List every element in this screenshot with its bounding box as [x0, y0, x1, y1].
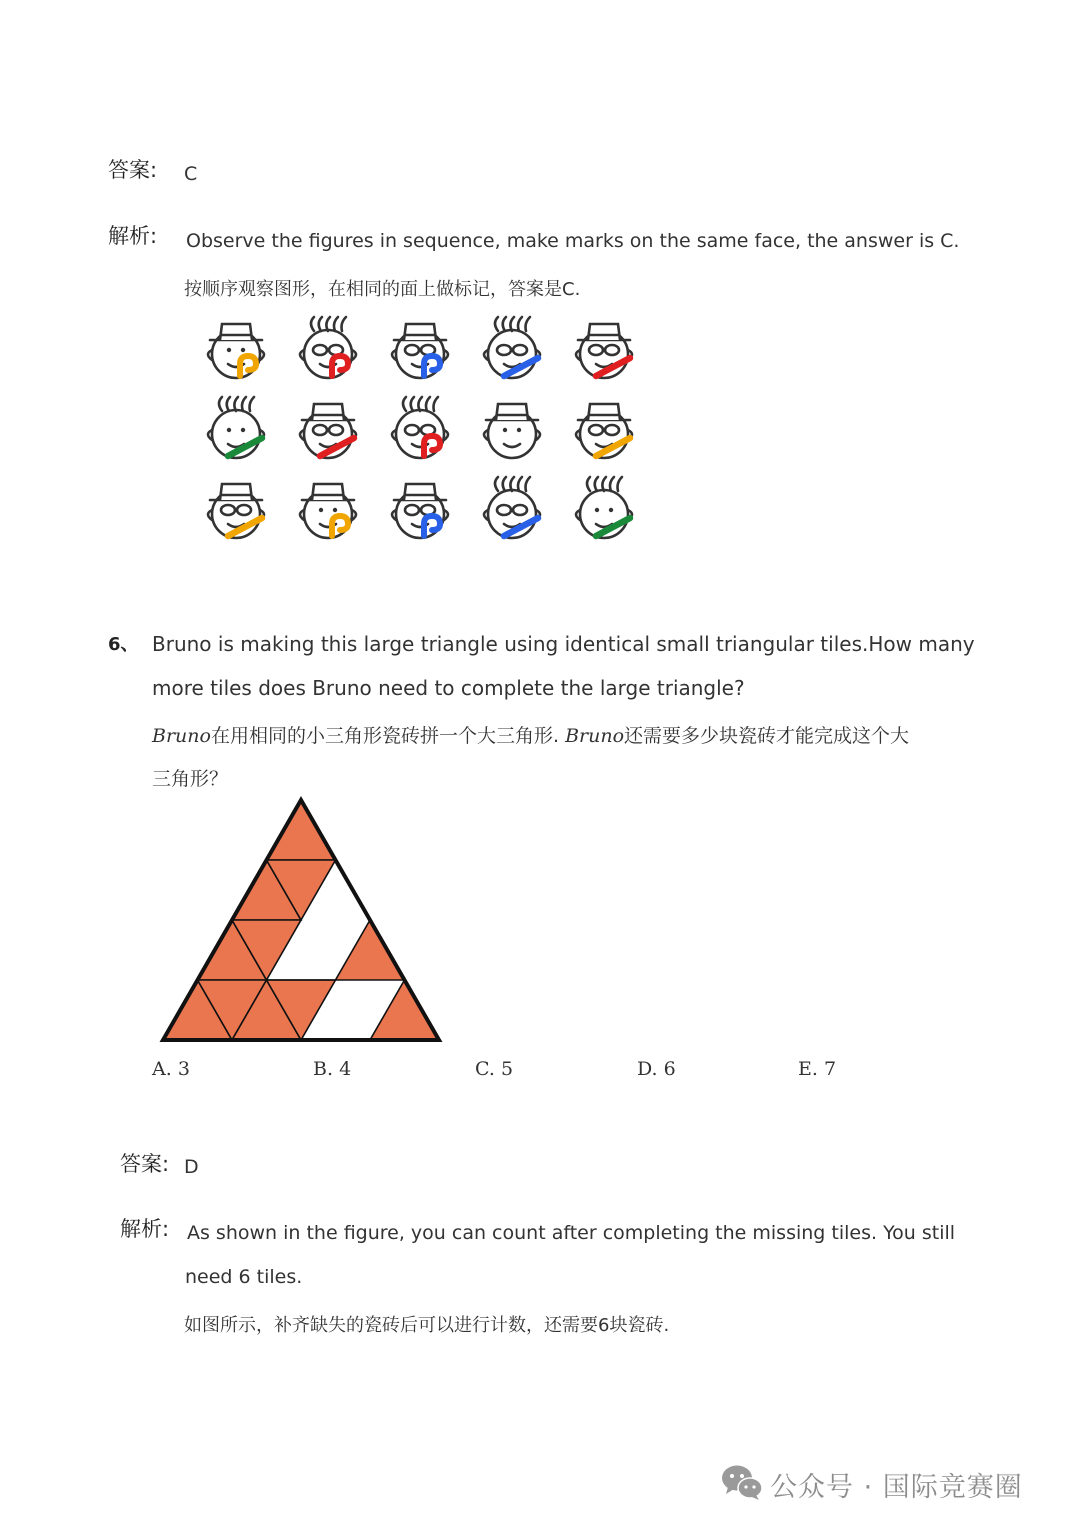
option-a-letter: A. [152, 1058, 172, 1080]
q6-text-zh-line1 [152, 721, 909, 748]
q6-name-1: Bruno [152, 725, 211, 747]
tile-1 [267, 800, 336, 860]
face-r3-c4 [484, 477, 540, 538]
face-r2-c5 [576, 404, 632, 458]
face-r1-c2 [300, 317, 356, 378]
option-c-letter: C. [475, 1058, 495, 1080]
q6-zh-part1: 在用相同的小三角形瓷砖拼一个大三角形. [210, 725, 566, 747]
option-b-letter: B. [313, 1058, 334, 1080]
tile-11 [370, 980, 439, 1040]
q6-text-zh-line2: 三角形？ [152, 768, 229, 790]
q5-analysis-label: 解析: [108, 224, 158, 248]
face-r1-c1 [208, 324, 264, 378]
option-e-letter: E. [798, 1058, 818, 1080]
option-a-value: 3 [177, 1058, 190, 1080]
q6-name-2: Bruno [565, 725, 625, 747]
q5-answer-value: C [184, 163, 198, 185]
q6-answer-value: D [184, 1156, 199, 1178]
face-r2-c4 [484, 404, 540, 458]
option-e[interactable] [798, 1058, 836, 1080]
q6-analysis-zh: 如图所示，补齐缺失的瓷砖后可以进行计数，还需要6块瓷砖. [184, 1315, 670, 1336]
option-b-value: 4 [339, 1058, 352, 1080]
q6-zh-part2: 还需要多少块瓷砖才能完成这个大 [624, 725, 910, 747]
q5-analysis-en: Observe the figures in sequence, make marks on the same face, the answer is C. [186, 230, 960, 252]
face-r1-c3 [392, 324, 448, 378]
q5-analysis-zh: 按顺序观察图形，在相同的面上做标记，答案是C. [184, 279, 581, 300]
face-r2-c1 [208, 397, 264, 458]
q6-number: 6、 [108, 634, 139, 655]
face-r3-c2 [300, 484, 356, 538]
q6-analysis-label: 解析: [120, 1217, 170, 1241]
triangle-figure [155, 795, 450, 1050]
tile-6 [336, 920, 405, 980]
faces-figure [190, 312, 660, 552]
wechat-icon [720, 1462, 764, 1502]
face-r3-c5 [576, 477, 632, 538]
face-r3-c1 [208, 484, 264, 538]
option-e-value: 7 [823, 1058, 837, 1080]
q6-analysis-en-line2: need 6 tiles. [185, 1266, 303, 1288]
option-b[interactable] [313, 1058, 351, 1080]
face-r1-c5 [576, 324, 632, 378]
option-c-value: 5 [500, 1058, 514, 1080]
option-a[interactable] [152, 1058, 190, 1080]
face-r3-c3 [392, 484, 448, 538]
option-d[interactable] [637, 1058, 676, 1080]
q6-answer-label: 答案: [120, 1152, 170, 1176]
q5-answer-label: 答案: [108, 158, 158, 182]
option-d-letter: D. [637, 1058, 658, 1080]
option-d-value: 6 [663, 1058, 676, 1080]
q6-analysis-en-line1: As shown in the figure, you can count after completing the missing tiles. You still [187, 1222, 956, 1244]
face-r2-c3 [392, 397, 448, 458]
q6-text-en-line1: Bruno is making this large triangle using identical small triangular tiles.How many [152, 632, 975, 656]
option-c[interactable] [475, 1058, 513, 1080]
face-r2-c2 [300, 404, 356, 458]
q6-text-en-line2: more tiles does Bruno need to complete the large triangle? [152, 676, 745, 700]
face-r1-c4 [484, 317, 540, 378]
watermark-text: 公众号 · 国际竞赛圈 [770, 1472, 1023, 1503]
